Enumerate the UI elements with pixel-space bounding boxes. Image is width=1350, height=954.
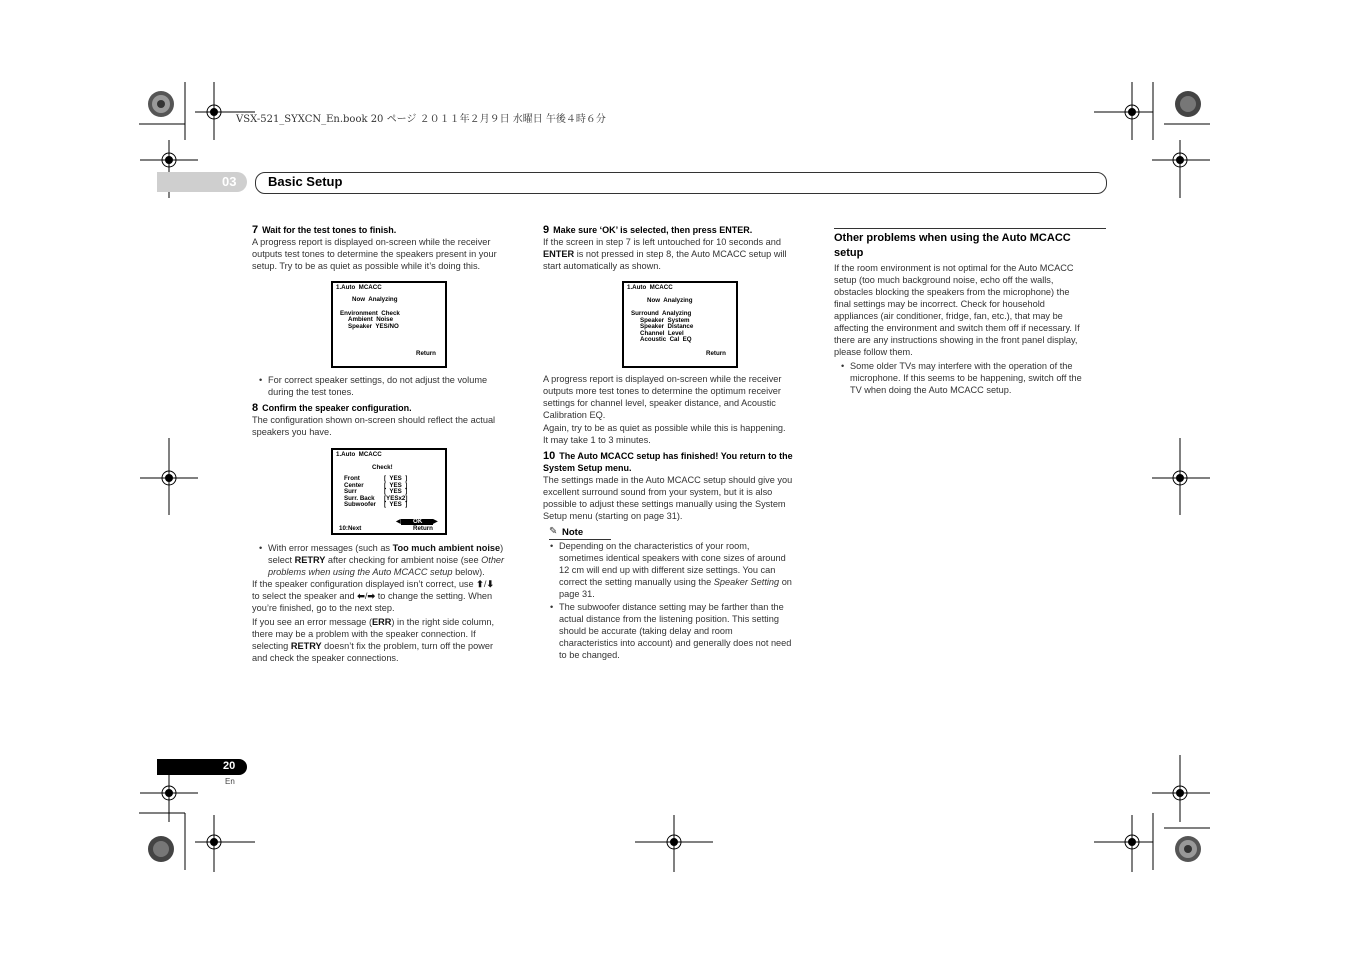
osd-line: Channel Level	[640, 329, 684, 337]
osd-screen-check	[331, 448, 447, 535]
osd-line: Speaker YES/NO	[348, 323, 399, 330]
tv-interference-bullet: • Some older TVs may interfere with the operation of the microphone. If this seems to be happening, switch off the TV when doing the Auto MCACC setup.	[834, 360, 1109, 396]
step-9-heading: 9 Make sure ‘OK’ is selected, then press ENTER.	[543, 224, 753, 236]
note-label: Note	[562, 527, 584, 538]
osd-line: Environment Check	[340, 310, 400, 317]
down-arrow-icon: ⬇	[486, 579, 495, 589]
chapter-bar	[255, 172, 1107, 194]
osd-line: [ YES ]	[384, 488, 408, 495]
osd-line: [ YES ]	[384, 481, 408, 489]
error-message-bullet: • With error messages (such as Too much ambient noise) select RETRY after checking for ambient noise (see Other problems when using the Auto MCACC setup below).	[252, 542, 532, 578]
note-bullet-1: • Depending on the characteristics of your room, sometimes identical speakers with cone sizes of around 12 cm will end up with different size settings. You can correct the setting manually using the Speaker Setting on page 31.	[543, 540, 823, 600]
other-problems-heading: Other problems when using the Auto MCACC setup	[834, 232, 1071, 259]
page-language: En	[225, 777, 235, 786]
column-1-bottom	[252, 542, 532, 664]
chapter-number: 03	[222, 174, 237, 189]
config-incorrect-paragraph: If the speaker configuration displayed isn’t correct, use ⬆/⬇ to select the speaker and ⬅/➡ to change the setting. When you’re finished, go to the next step.	[252, 579, 495, 613]
osd-screen-surround-analyzing	[622, 281, 738, 368]
osd-line: Return	[416, 350, 436, 357]
osd-line: Now Analyzing	[647, 297, 693, 304]
step-7-body: A progress report is displayed on-screen while the receiver outputs test tones to determine the speakers present in your setup. Try to be as quiet as possible while it’s doing this.	[252, 237, 497, 271]
osd-line: Speaker System	[640, 316, 690, 324]
step-10-body: The settings made in the Auto MCACC setup should give you excellent surround sound from your system, but it is also possible to adjust these settings manually using the System Setup menu (starting on page 31).	[543, 475, 793, 521]
osd-screen-environment-check	[331, 281, 447, 368]
step-8-body: The configuration shown on-screen should reflect the actual speakers you have.	[252, 415, 496, 437]
osd-line: [YESx2]	[384, 494, 408, 502]
right-arrow-icon: ➡	[367, 591, 376, 601]
step-8-heading: 8 Confirm the speaker configuration.	[252, 402, 412, 414]
osd-line: [ YES ]	[384, 475, 408, 482]
left-arrow-icon: ◀	[396, 518, 401, 525]
note-header	[543, 526, 823, 540]
progress-paragraph: A progress report is displayed on-screen while the receiver outputs more test tones to determine the optimum receiver settings for channel level, speaker distance, and Acoustic Calibration EQ.	[543, 374, 782, 420]
pencil-icon: ✎	[549, 526, 558, 537]
osd-line: Speaker Distance	[640, 323, 694, 330]
section-rule	[834, 228, 1106, 229]
right-arrow-icon: ▶	[433, 518, 438, 525]
column-1-lower	[252, 374, 532, 438]
osd-line: Now Analyzing	[352, 296, 398, 303]
left-arrow-icon: ⬅	[357, 591, 365, 601]
osd-line: Check!	[372, 464, 393, 471]
column-1	[252, 224, 527, 272]
osd-line: Ambient Noise	[348, 316, 394, 323]
note-bullet-2: • The subwoofer distance setting may be farther than the actual distance from the listening position. This setting should be accurate (taking delay and room characteristics into account) and generally does not need to be changed.	[543, 601, 823, 661]
other-problems-body: If the room environment is not optimal for the Auto MCACC setup (too much background noise, echo off the walls, obstacles blocking the speakers from the microphone) the final settings may be incorrect. Check for household appliances (air conditioner, fridge, fan, etc.), that may be affecting the environment and switch them off if necessary. If there are any instructions showing in the front panel display, please follow them.	[834, 263, 1080, 357]
step-10-heading: 10 The Auto MCACC setup has finished! You return to the System Setup menu.	[543, 450, 793, 473]
up-arrow-icon: ⬆	[476, 579, 484, 589]
osd-line: 10:Next	[339, 525, 362, 532]
quiet-paragraph: Again, try to be as quiet as possible while this is happening. It may take 1 to 3 minutes.	[543, 423, 786, 445]
osd-line: Surround Analyzing	[631, 310, 692, 317]
osd-line: Return	[413, 525, 433, 532]
osd-line: Surr	[344, 488, 357, 495]
osd-line: Surr. Back	[344, 494, 375, 502]
page-number: 20	[223, 760, 236, 772]
column-2-lower	[543, 373, 823, 661]
book-file-line: VSX-521_SYXCN_En.book 20 ページ ２０１１年２月９日 水曜日 午後４時６分	[236, 114, 606, 125]
osd-line: Subwoofer	[344, 501, 376, 508]
osd-line: 1.Auto MCACC	[627, 284, 673, 291]
osd-line: Return	[706, 350, 726, 357]
osd-line: 1.Auto MCACC	[336, 451, 382, 458]
osd-line: 1.Auto MCACC	[336, 284, 382, 291]
volume-bullet: • For correct speaker settings, do not adjust the volume during the test tones.	[252, 374, 532, 398]
chapter-title: Basic Setup	[268, 174, 343, 189]
step-9-body: If the screen in step 7 is left untouched for 10 seconds and ENTER is not pressed in step 8, the Auto MCACC setup will start automatically as shown.	[543, 237, 787, 271]
column-2	[543, 224, 823, 272]
step-7-heading: 7 Wait for the test tones to finish.	[252, 224, 397, 236]
osd-line: Front	[344, 475, 360, 482]
osd-line: Acoustic Cal EQ	[640, 336, 692, 343]
column-3	[834, 231, 1109, 396]
osd-ok-label: OK	[413, 518, 423, 525]
osd-line: [ YES ]	[384, 501, 408, 508]
err-paragraph: If you see an error message (ERR) in the right side column, there may be a problem with the speaker connection. If selecting RETRY doesn’t fix the problem, turn off the power and check the speaker connections.	[252, 617, 495, 663]
osd-line: Center	[344, 481, 364, 489]
